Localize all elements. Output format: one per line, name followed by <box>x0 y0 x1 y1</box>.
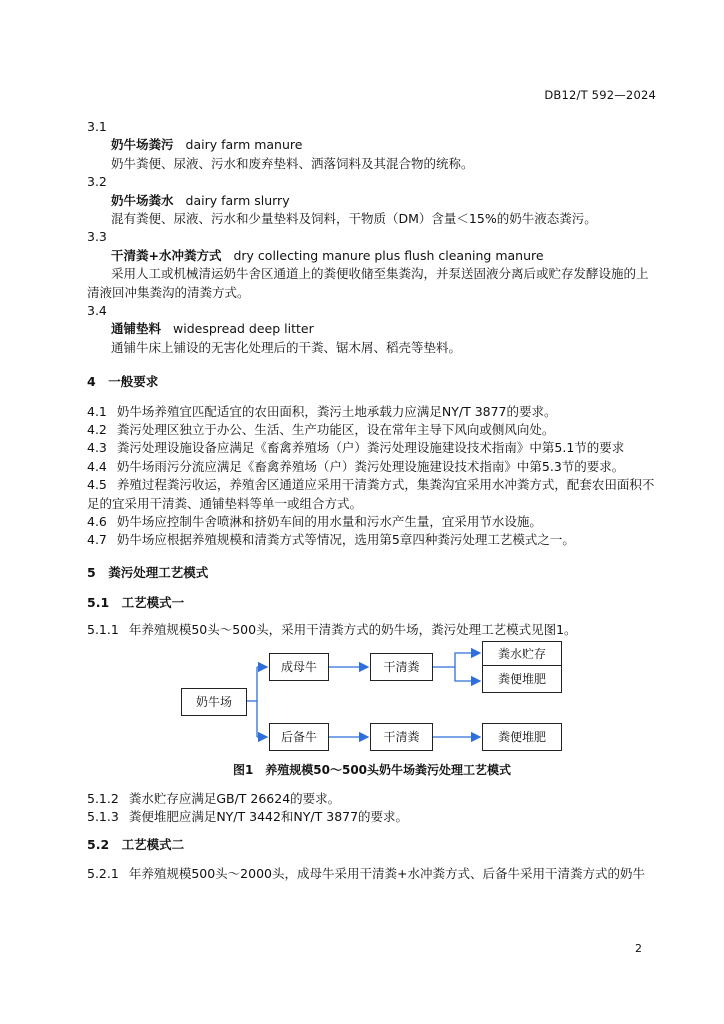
clause-number: 4.2 <box>87 422 107 438</box>
term-number: 3.2 <box>87 174 107 190</box>
figure-1-caption: 图1 养殖规模50～500头奶牛场粪污处理工艺模式 <box>232 763 512 778</box>
node-dry-manure-2: 干清粪 <box>370 723 433 751</box>
clause-text: 年养殖规模50头～500头，采用干清粪方式的奶牛场，粪污处理工艺模式见图1。 <box>128 621 577 637</box>
clause-number: 5.1.3 <box>87 808 119 824</box>
term-3-3 <box>87 228 657 302</box>
clause-number: 4.5 <box>87 477 107 493</box>
term-3-2 <box>87 173 657 228</box>
clause-number: 4.4 <box>87 458 107 474</box>
term-number: 3.3 <box>87 229 107 245</box>
arrow-dry1-slurry <box>431 653 480 667</box>
clause-text: 年养殖规模500头～2000头，成母牛采用干清粪+水冲粪方式、后备牛采用干清粪方式的奶牛 <box>128 865 645 881</box>
clause-number: 5.2.1 <box>87 865 119 881</box>
clause-text: 粪污处理设施设备应满足《畜禽养殖场（户）粪污处理设施建设技术指南》中第5.1节的要求 <box>116 440 625 456</box>
clause-text: 粪污处理区独立于办公、生活、生产功能区，设在常年主导下风向或侧风向处。 <box>116 422 555 438</box>
clause-number: 4.1 <box>87 403 107 419</box>
term-definition: 采用人工或机械清运奶牛舍区通道上的粪便收储至集粪沟，并泵送固液分离后或贮存发酵设施的上清液回冲集粪沟的清粪方式。 <box>87 266 649 300</box>
term-3-1 <box>87 118 657 173</box>
clause-4-6 <box>87 513 657 531</box>
term-name-en: dairy farm slurry <box>185 192 290 208</box>
node-heifers: 后备牛 <box>269 723 329 751</box>
clause-text: 奶牛场雨污分流应满足《畜禽养殖场（户）粪污处理设施建设技术指南》中第5.3节的要求。 <box>116 458 625 474</box>
node-compost-2: 粪便堆肥 <box>482 723 562 751</box>
term-name-en: dry collecting manure plus flush cleaning manure <box>233 247 544 263</box>
clause-4-1 <box>87 403 657 421</box>
term-definition: 通铺牛床上铺设的无害化处理后的干粪、锯木屑、稻壳等垫料。 <box>111 339 462 355</box>
term-3-4 <box>87 302 657 357</box>
node-dairy-farm: 奶牛场 <box>181 688 247 716</box>
clause-number: 4.7 <box>87 532 107 548</box>
clause-4-7 <box>87 531 657 549</box>
clause-5-1-3 <box>87 808 657 826</box>
term-name-cn: 通铺垫料 <box>111 321 162 337</box>
clause-number: 4.3 <box>87 440 107 456</box>
clause-text: 奶牛场养殖宜匹配适宜的农田面积，粪污土地承载力应满足NY/T 3877的要求。 <box>116 403 557 419</box>
term-name-en: dairy farm manure <box>185 137 303 153</box>
clause-text: 粪便堆肥应满足NY/T 3442和NY/T 3877的要求。 <box>128 808 409 824</box>
document-code: DB12/T 592—2024 <box>544 88 656 102</box>
term-name-en: widespread deep litter <box>173 321 314 337</box>
term-number: 3.4 <box>87 303 107 319</box>
clause-number: 4.6 <box>87 514 107 530</box>
clause-number: 5.1.2 <box>87 790 119 806</box>
clause-4-4 <box>87 458 657 476</box>
clause-5-1-1 <box>87 621 657 639</box>
term-name-cn: 奶牛场粪水 <box>111 192 174 208</box>
section-5-2-heading: 5.2 工艺模式二 <box>87 837 185 853</box>
node-dry-manure-1: 干清粪 <box>370 653 433 681</box>
node-slurry-storage: 粪水贮存 <box>482 641 562 667</box>
clause-text: 奶牛场应控制牛舍喷淋和挤奶车间的用水量和污水产生量，宜采用节水设施。 <box>116 514 542 530</box>
term-definition: 混有粪便、尿液、污水和少量垫料及饲料，干物质（DM）含量＜15%的奶牛液态粪污。 <box>111 211 597 226</box>
page-number: 2 <box>635 942 642 955</box>
term-number: 3.1 <box>87 119 107 134</box>
clause-text: 养殖过程粪污收运，养殖舍区通道应采用干清粪方式，集粪沟宜采用水冲粪方式，配套农田面积不足的宜采用干清粪、通铺垫料等单一或组合方式。 <box>87 477 655 511</box>
figure-1-flowchart <box>87 645 657 757</box>
clause-4-2 <box>87 421 657 439</box>
clause-4-3 <box>87 439 657 457</box>
term-definition: 奶牛粪便、尿液、污水和废弃垫料、洒落饲料及其混合物的统称。 <box>111 155 474 171</box>
clause-text: 奶牛场应根据养殖规模和清粪方式等情况，选用第5章四种粪污处理工艺模式之一。 <box>116 532 575 548</box>
arrow-dry1-compost <box>455 667 480 681</box>
clause-5-2-1 <box>87 865 657 883</box>
section-5-1-heading: 5.1 工艺模式一 <box>87 595 185 611</box>
clause-5-1-2 <box>87 790 657 808</box>
document-body <box>87 118 657 883</box>
clause-4-5 <box>87 476 657 513</box>
section-4-clauses <box>87 403 657 550</box>
clause-text: 粪水贮存应满足GB/T 26624的要求。 <box>128 790 341 806</box>
term-name-cn: 干清粪+水冲粪方式 <box>111 247 222 263</box>
clause-number: 5.1.1 <box>87 621 119 637</box>
section-5-heading: 5 粪污处理工艺模式 <box>87 564 209 580</box>
node-mature-cows: 成母牛 <box>269 653 329 681</box>
node-compost-1: 粪便堆肥 <box>482 665 562 693</box>
section-4-heading: 4 一般要求 <box>87 374 159 390</box>
term-name-cn: 奶牛场粪污 <box>111 137 174 153</box>
